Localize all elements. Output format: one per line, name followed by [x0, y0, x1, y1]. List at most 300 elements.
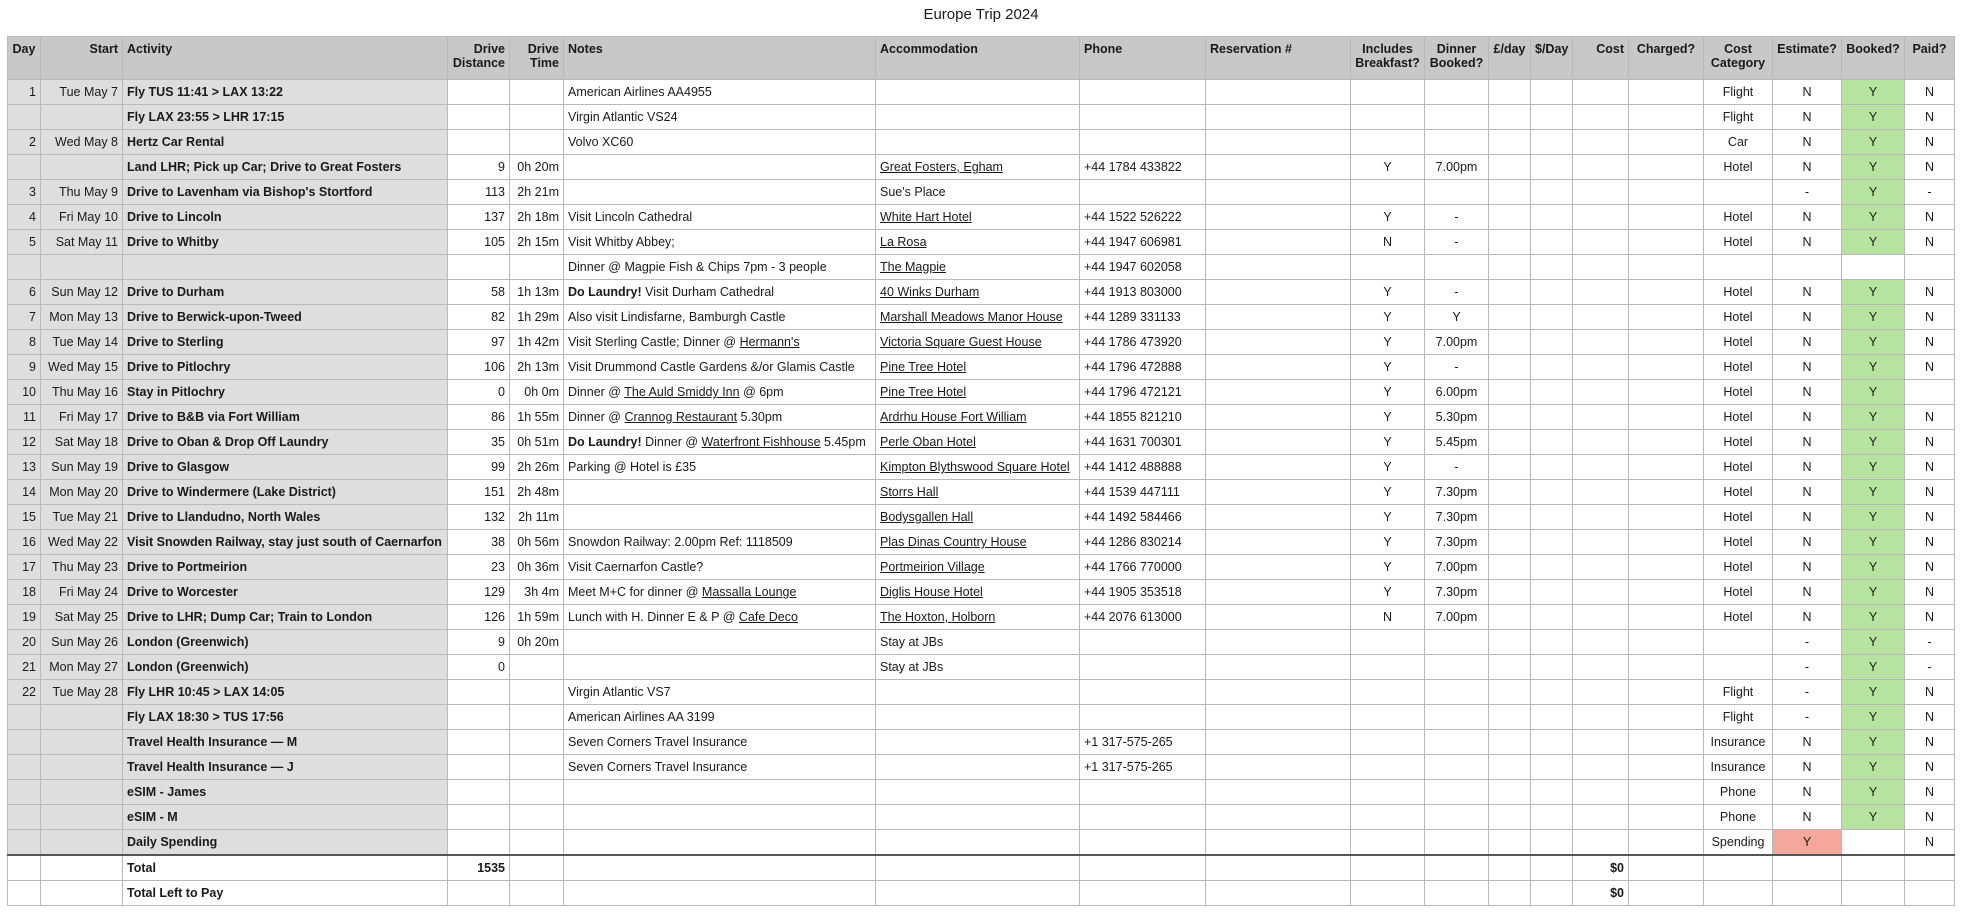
cell-cost[interactable] — [1573, 530, 1629, 555]
cell-empty[interactable] — [1842, 855, 1905, 881]
cell-dinner[interactable]: - — [1425, 280, 1489, 305]
cell-estimate[interactable]: N — [1773, 80, 1842, 105]
cell-charged[interactable] — [1629, 405, 1704, 430]
cell-booked[interactable]: Y — [1842, 605, 1905, 630]
cell-accommodation[interactable] — [876, 805, 1080, 830]
cell-usd-day[interactable] — [1531, 805, 1573, 830]
cell-dinner[interactable] — [1425, 180, 1489, 205]
cell-phone[interactable]: +44 1913 803000 — [1080, 280, 1206, 305]
cell-dinner[interactable] — [1425, 805, 1489, 830]
cell-drive-time[interactable]: 0h 56m — [510, 530, 564, 555]
cell-reservation[interactable] — [1206, 105, 1351, 130]
cell-cost-category[interactable]: Spending — [1704, 830, 1773, 856]
cell-cost[interactable] — [1573, 80, 1629, 105]
cell-charged[interactable] — [1629, 380, 1704, 405]
cell-activity[interactable]: Stay in Pitlochry — [123, 380, 448, 405]
cell-notes[interactable] — [564, 605, 876, 630]
cell-day[interactable]: 20 — [8, 630, 41, 655]
cell-activity[interactable]: Drive to Whitby — [123, 230, 448, 255]
cell-paid[interactable]: N — [1905, 130, 1955, 155]
cell-estimate[interactable]: N — [1773, 505, 1842, 530]
cell-gbp-day[interactable] — [1489, 255, 1531, 280]
cell-cost-category[interactable] — [1704, 630, 1773, 655]
cell-accommodation[interactable]: White Hart Hotel — [876, 205, 1080, 230]
cell-charged[interactable] — [1629, 705, 1704, 730]
cell-day[interactable]: 19 — [8, 605, 41, 630]
cell-empty[interactable] — [1425, 855, 1489, 881]
cell-day[interactable]: 7 — [8, 305, 41, 330]
cell-notes[interactable] — [564, 205, 876, 230]
cell-booked[interactable]: Y — [1842, 505, 1905, 530]
cell-notes[interactable] — [564, 730, 876, 755]
cell-usd-day[interactable] — [1531, 430, 1573, 455]
cell-usd-day[interactable] — [1531, 305, 1573, 330]
cell-drive-distance[interactable]: 106 — [448, 355, 510, 380]
cell-charged[interactable] — [1629, 480, 1704, 505]
cell-charged[interactable] — [1629, 505, 1704, 530]
cell-charged[interactable] — [1629, 655, 1704, 680]
cell-phone[interactable]: +44 1786 473920 — [1080, 330, 1206, 355]
cell-dinner[interactable] — [1425, 630, 1489, 655]
cell-notes[interactable] — [564, 280, 876, 305]
cell-drive-distance[interactable] — [448, 830, 510, 856]
cell-cost[interactable] — [1573, 355, 1629, 380]
cell-paid[interactable]: - — [1905, 655, 1955, 680]
cell-cost[interactable] — [1573, 205, 1629, 230]
cell-drive-time[interactable] — [510, 255, 564, 280]
cell-booked[interactable]: Y — [1842, 680, 1905, 705]
cell-drive-distance[interactable] — [448, 730, 510, 755]
cell-dinner[interactable] — [1425, 655, 1489, 680]
cell-booked[interactable]: Y — [1842, 180, 1905, 205]
cell-gbp-day[interactable] — [1489, 330, 1531, 355]
cell-breakfast[interactable]: N — [1351, 605, 1425, 630]
cell-start[interactable]: Fri May 10 — [41, 205, 123, 230]
cell-notes[interactable] — [564, 455, 876, 480]
cell-charged[interactable] — [1629, 130, 1704, 155]
cell-notes[interactable] — [564, 680, 876, 705]
cell-estimate[interactable]: - — [1773, 680, 1842, 705]
cell-drive-distance[interactable]: 38 — [448, 530, 510, 555]
cell-accommodation[interactable] — [876, 780, 1080, 805]
cell-phone[interactable] — [1080, 180, 1206, 205]
cell-dinner[interactable]: 7.00pm — [1425, 605, 1489, 630]
cell-drive-time[interactable] — [510, 780, 564, 805]
cell-breakfast[interactable]: N — [1351, 230, 1425, 255]
cell-notes[interactable] — [564, 105, 876, 130]
cell-breakfast[interactable] — [1351, 180, 1425, 205]
cell-cost-category[interactable]: Flight — [1704, 680, 1773, 705]
cell-cost-category[interactable]: Insurance — [1704, 755, 1773, 780]
cell-empty[interactable] — [1351, 881, 1425, 906]
cell-dinner[interactable] — [1425, 730, 1489, 755]
cell-cost[interactable] — [1573, 780, 1629, 805]
cell-cost-category[interactable]: Hotel — [1704, 480, 1773, 505]
cell-start[interactable]: Wed May 22 — [41, 530, 123, 555]
cell-cost[interactable] — [1573, 505, 1629, 530]
cell-phone[interactable]: +1 317-575-265 — [1080, 730, 1206, 755]
cell-activity[interactable]: Drive to Sterling — [123, 330, 448, 355]
cell-booked[interactable]: Y — [1842, 755, 1905, 780]
cell-drive-time[interactable] — [510, 830, 564, 856]
cell-phone[interactable]: +1 317-575-265 — [1080, 755, 1206, 780]
cell-estimate[interactable]: N — [1773, 405, 1842, 430]
cell-usd-day[interactable] — [1531, 230, 1573, 255]
cell-accommodation[interactable]: The Hoxton, Holborn — [876, 605, 1080, 630]
cell-empty[interactable] — [876, 881, 1080, 906]
cell-activity[interactable]: eSIM - M — [123, 805, 448, 830]
cell-dinner[interactable]: 7.00pm — [1425, 155, 1489, 180]
cell-dinner[interactable]: Y — [1425, 305, 1489, 330]
cell-activity[interactable]: Drive to Durham — [123, 280, 448, 305]
cell-notes[interactable] — [564, 130, 876, 155]
cell-activity[interactable]: Drive to Worcester — [123, 580, 448, 605]
cell-gbp-day[interactable] — [1489, 430, 1531, 455]
cell-total-label[interactable]: Total Left to Pay — [123, 881, 448, 906]
cell-cost-category[interactable] — [1704, 655, 1773, 680]
cell-phone[interactable]: +44 1522 526222 — [1080, 205, 1206, 230]
cell-cost[interactable] — [1573, 805, 1629, 830]
cell-accommodation[interactable]: Great Fosters, Egham — [876, 155, 1080, 180]
cell-gbp-day[interactable] — [1489, 655, 1531, 680]
cell-phone[interactable]: +44 1286 830214 — [1080, 530, 1206, 555]
cell-breakfast[interactable]: Y — [1351, 155, 1425, 180]
cell-start[interactable]: Sun May 12 — [41, 280, 123, 305]
cell-drive-distance[interactable]: 9 — [448, 630, 510, 655]
col-header-day[interactable]: Day — [8, 37, 41, 80]
cell-drive-time[interactable]: 1h 55m — [510, 405, 564, 430]
cell-notes[interactable] — [564, 330, 876, 355]
cell-reservation[interactable] — [1206, 755, 1351, 780]
cell-start[interactable]: Thu May 16 — [41, 380, 123, 405]
cell-start[interactable]: Tue May 14 — [41, 330, 123, 355]
cell-drive-time[interactable]: 2h 11m — [510, 505, 564, 530]
cell-drive-distance[interactable]: 97 — [448, 330, 510, 355]
cell-cost[interactable] — [1573, 180, 1629, 205]
cell-accommodation[interactable] — [876, 755, 1080, 780]
cell-accommodation[interactable]: Stay at JBs — [876, 655, 1080, 680]
cell-drive-distance[interactable] — [448, 255, 510, 280]
cell-day[interactable]: 10 — [8, 380, 41, 405]
cell-dinner[interactable]: - — [1425, 230, 1489, 255]
cell-charged[interactable] — [1629, 530, 1704, 555]
cell-day[interactable]: 22 — [8, 680, 41, 705]
cell-start[interactable]: Wed May 15 — [41, 355, 123, 380]
cell-accommodation[interactable]: Storrs Hall — [876, 480, 1080, 505]
cell-start[interactable] — [41, 881, 123, 906]
cell-drive-distance[interactable]: 0 — [448, 655, 510, 680]
cell-start[interactable] — [41, 805, 123, 830]
cell-estimate[interactable]: N — [1773, 480, 1842, 505]
cell-breakfast[interactable] — [1351, 680, 1425, 705]
cell-estimate[interactable] — [1773, 255, 1842, 280]
cell-drive-time[interactable]: 1h 29m — [510, 305, 564, 330]
cell-breakfast[interactable] — [1351, 105, 1425, 130]
cell-cost[interactable] — [1573, 455, 1629, 480]
cell-phone[interactable]: +44 1796 472888 — [1080, 355, 1206, 380]
cell-accommodation[interactable] — [876, 80, 1080, 105]
cell-day[interactable] — [8, 705, 41, 730]
cell-day[interactable] — [8, 105, 41, 130]
cell-cost-category[interactable]: Flight — [1704, 80, 1773, 105]
cell-accommodation[interactable]: 40 Winks Durham — [876, 280, 1080, 305]
cell-drive-time[interactable] — [510, 680, 564, 705]
note-link[interactable]: Crannog Restaurant — [624, 410, 738, 424]
cell-paid[interactable]: N — [1905, 455, 1955, 480]
cell-dinner[interactable]: 7.30pm — [1425, 505, 1489, 530]
cell-usd-day[interactable] — [1531, 655, 1573, 680]
cell-gbp-day[interactable] — [1489, 505, 1531, 530]
cell-reservation[interactable] — [1206, 355, 1351, 380]
cell-charged[interactable] — [1629, 605, 1704, 630]
note-link[interactable]: Massalla Lounge — [701, 585, 797, 599]
cell-drive-distance[interactable]: 129 — [448, 580, 510, 605]
cell-paid[interactable]: N — [1905, 505, 1955, 530]
cell-gbp-day[interactable] — [1489, 805, 1531, 830]
cell-estimate[interactable]: N — [1773, 230, 1842, 255]
cell-estimate[interactable]: N — [1773, 430, 1842, 455]
cell-paid[interactable]: N — [1905, 830, 1955, 856]
cell-paid[interactable]: N — [1905, 155, 1955, 180]
cell-dinner[interactable] — [1425, 105, 1489, 130]
cell-cost[interactable] — [1573, 705, 1629, 730]
cell-drive-time[interactable]: 3h 4m — [510, 580, 564, 605]
cell-paid[interactable]: N — [1905, 355, 1955, 380]
cell-drive-time[interactable]: 1h 42m — [510, 330, 564, 355]
cell-breakfast[interactable] — [1351, 780, 1425, 805]
cell-empty[interactable] — [1773, 881, 1842, 906]
cell-empty[interactable] — [1351, 855, 1425, 881]
cell-notes[interactable] — [564, 230, 876, 255]
cell-paid[interactable]: N — [1905, 805, 1955, 830]
cell-paid[interactable]: N — [1905, 755, 1955, 780]
cell-activity[interactable]: Drive to Oban & Drop Off Laundry — [123, 430, 448, 455]
cell-booked[interactable]: Y — [1842, 730, 1905, 755]
cell-start[interactable] — [41, 755, 123, 780]
col-header-estimate[interactable]: Estimate? — [1773, 37, 1842, 80]
cell-breakfast[interactable] — [1351, 805, 1425, 830]
cell-charged[interactable] — [1629, 105, 1704, 130]
cell-notes[interactable] — [564, 305, 876, 330]
cell-breakfast[interactable]: Y — [1351, 405, 1425, 430]
cell-start[interactable]: Mon May 13 — [41, 305, 123, 330]
cell-drive-time[interactable]: 1h 59m — [510, 605, 564, 630]
cell-cost[interactable] — [1573, 580, 1629, 605]
cell-notes[interactable] — [564, 405, 876, 430]
cell-cost[interactable] — [1573, 380, 1629, 405]
cell-accommodation[interactable] — [876, 730, 1080, 755]
cell-empty[interactable] — [1531, 855, 1573, 881]
cell-booked[interactable]: Y — [1842, 230, 1905, 255]
cell-phone[interactable]: +44 1796 472121 — [1080, 380, 1206, 405]
cell-drive-time[interactable]: 2h 15m — [510, 230, 564, 255]
cell-reservation[interactable] — [1206, 705, 1351, 730]
cell-reservation[interactable] — [1206, 780, 1351, 805]
cell-empty[interactable] — [1206, 881, 1351, 906]
cell-reservation[interactable] — [1206, 280, 1351, 305]
cell-reservation[interactable] — [1206, 680, 1351, 705]
cell-activity[interactable]: eSIM - James — [123, 780, 448, 805]
cell-day[interactable]: 17 — [8, 555, 41, 580]
cell-accommodation[interactable] — [876, 130, 1080, 155]
cell-gbp-day[interactable] — [1489, 155, 1531, 180]
cell-cost-category[interactable]: Hotel — [1704, 430, 1773, 455]
cell-drive-distance[interactable]: 86 — [448, 405, 510, 430]
cell-booked[interactable]: Y — [1842, 405, 1905, 430]
cell-reservation[interactable] — [1206, 230, 1351, 255]
cell-cost-category[interactable]: Hotel — [1704, 455, 1773, 480]
cell-phone[interactable]: +44 1947 602058 — [1080, 255, 1206, 280]
cell-paid[interactable]: N — [1905, 305, 1955, 330]
cell-day[interactable] — [8, 780, 41, 805]
cell-drive-distance[interactable]: 137 — [448, 205, 510, 230]
cell-estimate[interactable]: N — [1773, 555, 1842, 580]
cell-reservation[interactable] — [1206, 130, 1351, 155]
cell-usd-day[interactable] — [1531, 830, 1573, 856]
cell-charged[interactable] — [1629, 730, 1704, 755]
cell-cost[interactable] — [1573, 405, 1629, 430]
cell-gbp-day[interactable] — [1489, 730, 1531, 755]
cell-dinner[interactable] — [1425, 255, 1489, 280]
cell-day[interactable]: 5 — [8, 230, 41, 255]
cell-accommodation[interactable]: Kimpton Blythswood Square Hotel — [876, 455, 1080, 480]
cell-gbp-day[interactable] — [1489, 80, 1531, 105]
cell-reservation[interactable] — [1206, 830, 1351, 856]
cell-reservation[interactable] — [1206, 330, 1351, 355]
cell-usd-day[interactable] — [1531, 130, 1573, 155]
cell-breakfast[interactable]: Y — [1351, 455, 1425, 480]
cell-charged[interactable] — [1629, 255, 1704, 280]
cell-charged[interactable] — [1629, 155, 1704, 180]
cell-usd-day[interactable] — [1531, 705, 1573, 730]
cell-empty[interactable] — [876, 855, 1080, 881]
cell-usd-day[interactable] — [1531, 405, 1573, 430]
cell-booked[interactable]: Y — [1842, 380, 1905, 405]
cell-charged[interactable] — [1629, 280, 1704, 305]
cell-start[interactable]: Thu May 9 — [41, 180, 123, 205]
note-link[interactable]: The Auld Smiddy Inn — [624, 385, 740, 399]
cell-drive-time[interactable] — [510, 730, 564, 755]
cell-usd-day[interactable] — [1531, 605, 1573, 630]
cell-empty[interactable] — [1905, 881, 1955, 906]
cell-total-distance[interactable]: 1535 — [448, 855, 510, 881]
cell-day[interactable]: 9 — [8, 355, 41, 380]
cell-total-distance[interactable] — [448, 881, 510, 906]
cell-phone[interactable] — [1080, 830, 1206, 856]
cell-start[interactable]: Sat May 18 — [41, 430, 123, 455]
cell-gbp-day[interactable] — [1489, 830, 1531, 856]
cell-usd-day[interactable] — [1531, 680, 1573, 705]
cell-drive-time[interactable]: 2h 18m — [510, 205, 564, 230]
cell-phone[interactable] — [1080, 630, 1206, 655]
cell-reservation[interactable] — [1206, 205, 1351, 230]
col-header-paid[interactable]: Paid? — [1905, 37, 1955, 80]
cell-activity[interactable] — [123, 255, 448, 280]
cell-cost[interactable] — [1573, 330, 1629, 355]
cell-empty[interactable] — [1206, 855, 1351, 881]
cell-dinner[interactable]: - — [1425, 355, 1489, 380]
cell-breakfast[interactable]: Y — [1351, 330, 1425, 355]
cell-dinner[interactable]: 7.30pm — [1425, 480, 1489, 505]
cell-gbp-day[interactable] — [1489, 755, 1531, 780]
cell-paid[interactable]: N — [1905, 480, 1955, 505]
cell-empty[interactable] — [1704, 881, 1773, 906]
cell-drive-distance[interactable] — [448, 680, 510, 705]
cell-cost[interactable] — [1573, 605, 1629, 630]
cell-empty[interactable] — [1425, 881, 1489, 906]
cell-notes[interactable] — [564, 180, 876, 205]
cell-start[interactable]: Fri May 24 — [41, 580, 123, 605]
cell-phone[interactable]: +44 2076 613000 — [1080, 605, 1206, 630]
cell-paid[interactable]: N — [1905, 280, 1955, 305]
cell-start[interactable]: Sat May 25 — [41, 605, 123, 630]
cell-cost-category[interactable]: Hotel — [1704, 605, 1773, 630]
cell-accommodation[interactable] — [876, 680, 1080, 705]
cell-dinner[interactable] — [1425, 680, 1489, 705]
cell-activity[interactable]: Fly LHR 10:45 > LAX 14:05 — [123, 680, 448, 705]
cell-estimate[interactable]: N — [1773, 455, 1842, 480]
cell-accommodation[interactable]: Portmeirion Village — [876, 555, 1080, 580]
cell-gbp-day[interactable] — [1489, 580, 1531, 605]
cell-drive-time[interactable]: 2h 48m — [510, 480, 564, 505]
cell-paid[interactable]: N — [1905, 205, 1955, 230]
cell-activity[interactable]: Drive to Glasgow — [123, 455, 448, 480]
cell-day[interactable]: 2 — [8, 130, 41, 155]
cell-charged[interactable] — [1629, 755, 1704, 780]
cell-cost[interactable] — [1573, 730, 1629, 755]
cell-cost[interactable] — [1573, 655, 1629, 680]
cell-charged[interactable] — [1629, 580, 1704, 605]
cell-drive-time[interactable]: 0h 20m — [510, 630, 564, 655]
cell-reservation[interactable] — [1206, 530, 1351, 555]
cell-reservation[interactable] — [1206, 380, 1351, 405]
cell-phone[interactable] — [1080, 655, 1206, 680]
cell-start[interactable]: Mon May 27 — [41, 655, 123, 680]
cell-drive-distance[interactable] — [448, 780, 510, 805]
cell-usd-day[interactable] — [1531, 480, 1573, 505]
cell-gbp-day[interactable] — [1489, 680, 1531, 705]
cell-notes[interactable] — [564, 255, 876, 280]
cell-notes[interactable] — [564, 505, 876, 530]
cell-day[interactable]: 11 — [8, 405, 41, 430]
cell-paid[interactable]: N — [1905, 605, 1955, 630]
cell-drive-distance[interactable]: 151 — [448, 480, 510, 505]
cell-activity[interactable]: Hertz Car Rental — [123, 130, 448, 155]
cell-empty[interactable] — [1489, 855, 1531, 881]
note-link[interactable]: Cafe Deco — [738, 610, 798, 624]
cell-day[interactable]: 16 — [8, 530, 41, 555]
cell-reservation[interactable] — [1206, 305, 1351, 330]
cell-drive-time[interactable]: 1h 13m — [510, 280, 564, 305]
cell-booked[interactable]: Y — [1842, 805, 1905, 830]
cell-activity[interactable]: Land LHR; Pick up Car; Drive to Great Fosters — [123, 155, 448, 180]
cell-paid[interactable]: - — [1905, 180, 1955, 205]
cell-accommodation[interactable]: The Magpie — [876, 255, 1080, 280]
cell-drive-distance[interactable] — [448, 130, 510, 155]
cell-cost-category[interactable]: Hotel — [1704, 505, 1773, 530]
cell-estimate[interactable]: - — [1773, 705, 1842, 730]
cell-drive-distance[interactable] — [448, 805, 510, 830]
cell-booked[interactable]: Y — [1842, 630, 1905, 655]
cell-charged[interactable] — [1629, 805, 1704, 830]
cell-drive-time[interactable] — [510, 805, 564, 830]
cell-activity[interactable]: Drive to LHR; Dump Car; Train to London — [123, 605, 448, 630]
cell-reservation[interactable] — [1206, 505, 1351, 530]
cell-cost-category[interactable]: Hotel — [1704, 380, 1773, 405]
cell-drive-distance[interactable]: 105 — [448, 230, 510, 255]
cell-gbp-day[interactable] — [1489, 555, 1531, 580]
cell-breakfast[interactable]: Y — [1351, 480, 1425, 505]
